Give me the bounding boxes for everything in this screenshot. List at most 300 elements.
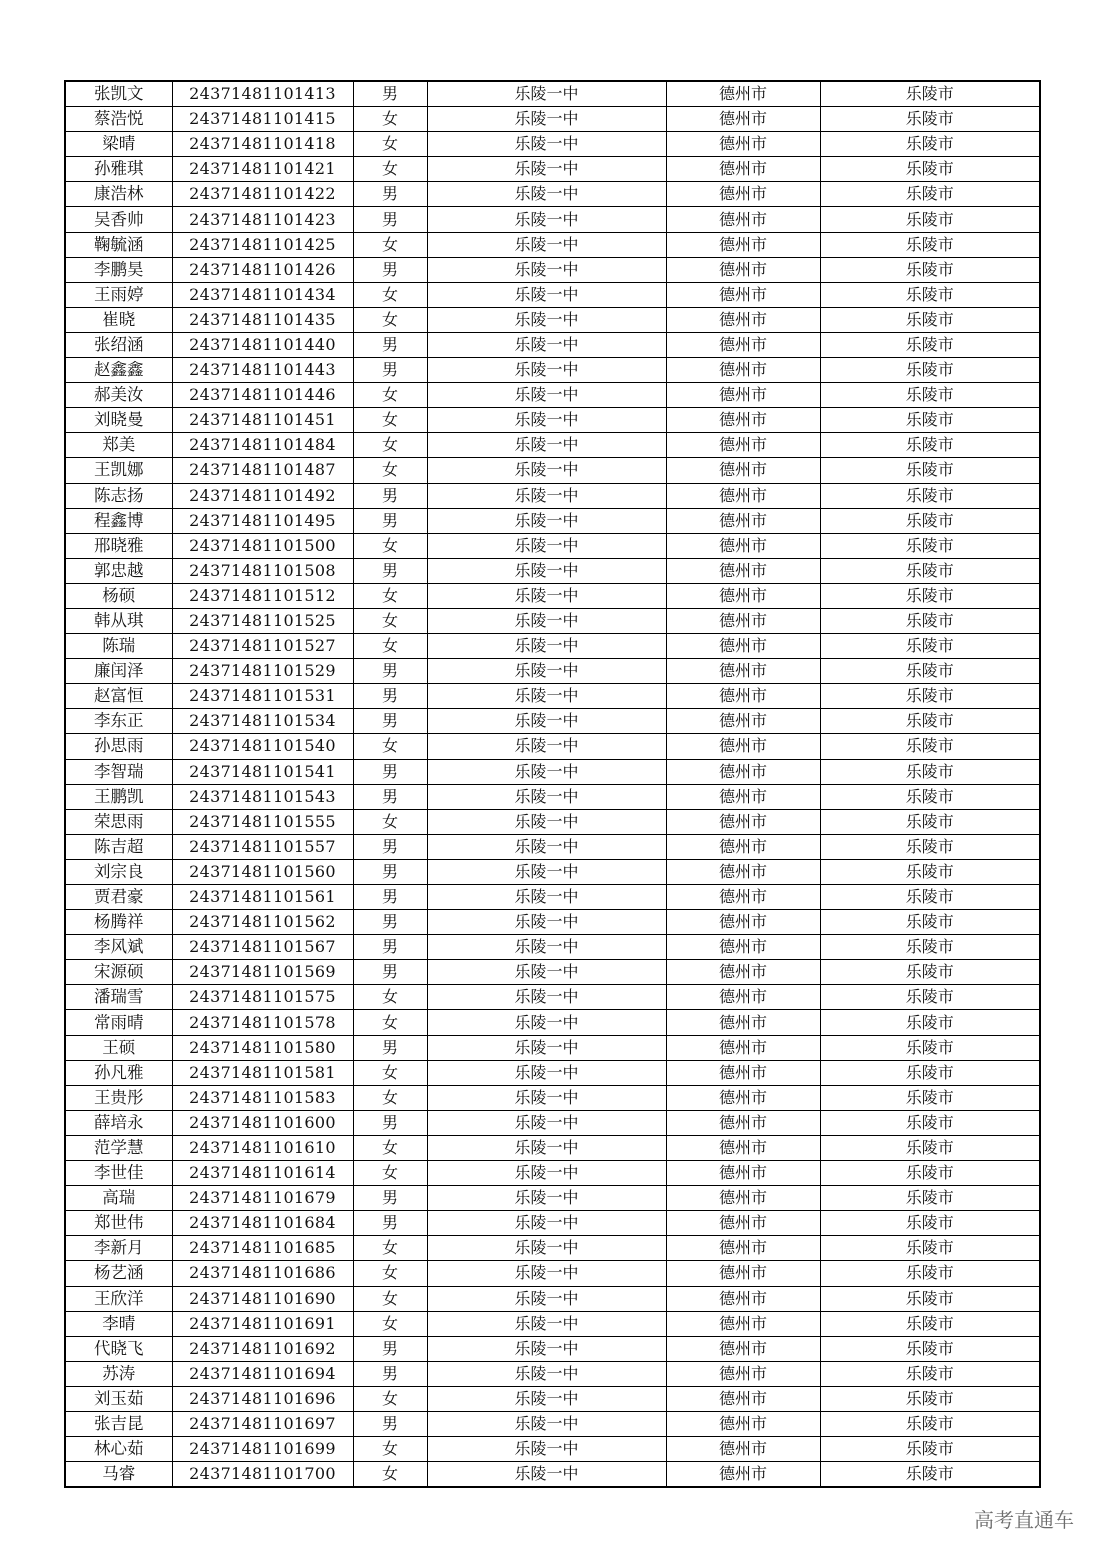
gender-cell: 女 <box>353 533 427 558</box>
name-cell: 张吉昆 <box>65 1411 172 1436</box>
table-row <box>65 859 1040 884</box>
city-cell: 德州市 <box>666 1236 820 1261</box>
id-cell: 24371481101529 <box>172 659 353 684</box>
city-cell: 德州市 <box>666 759 820 784</box>
school-cell: 乐陵一中 <box>427 684 666 709</box>
city-cell: 德州市 <box>666 1336 820 1361</box>
id-cell: 24371481101560 <box>172 859 353 884</box>
county-cell: 乐陵市 <box>820 81 1040 107</box>
id-cell: 24371481101569 <box>172 960 353 985</box>
county-cell: 乐陵市 <box>820 558 1040 583</box>
id-cell: 24371481101492 <box>172 483 353 508</box>
id-cell: 24371481101692 <box>172 1336 353 1361</box>
gender-cell: 女 <box>353 583 427 608</box>
school-cell: 乐陵一中 <box>427 960 666 985</box>
school-cell: 乐陵一中 <box>427 1135 666 1160</box>
table-row <box>65 608 1040 633</box>
county-cell: 乐陵市 <box>820 1186 1040 1211</box>
gender-cell: 女 <box>353 1085 427 1110</box>
city-cell: 德州市 <box>666 132 820 157</box>
school-cell: 乐陵一中 <box>427 1060 666 1085</box>
school-cell: 乐陵一中 <box>427 659 666 684</box>
name-cell: 郭忠越 <box>65 558 172 583</box>
city-cell: 德州市 <box>666 1386 820 1411</box>
city-cell: 德州市 <box>666 1060 820 1085</box>
name-cell: 常雨晴 <box>65 1010 172 1035</box>
name-cell: 郑美 <box>65 433 172 458</box>
school-cell: 乐陵一中 <box>427 1010 666 1035</box>
county-cell: 乐陵市 <box>820 182 1040 207</box>
school-cell: 乐陵一中 <box>427 634 666 659</box>
name-cell: 林心茹 <box>65 1437 172 1462</box>
name-cell: 杨腾祥 <box>65 910 172 935</box>
school-cell: 乐陵一中 <box>427 1411 666 1436</box>
gender-cell: 女 <box>353 383 427 408</box>
school-cell: 乐陵一中 <box>427 759 666 784</box>
city-cell: 德州市 <box>666 659 820 684</box>
city-cell: 德州市 <box>666 1311 820 1336</box>
county-cell: 乐陵市 <box>820 1010 1040 1035</box>
school-cell: 乐陵一中 <box>427 332 666 357</box>
name-cell: 贾君豪 <box>65 885 172 910</box>
city-cell: 德州市 <box>666 207 820 232</box>
name-cell: 王雨婷 <box>65 282 172 307</box>
name-cell: 王贵彤 <box>65 1085 172 1110</box>
table-row <box>65 834 1040 859</box>
county-cell: 乐陵市 <box>820 684 1040 709</box>
table-row <box>65 182 1040 207</box>
table-row <box>65 1462 1040 1488</box>
gender-cell: 男 <box>353 257 427 282</box>
gender-cell: 女 <box>353 132 427 157</box>
city-cell: 德州市 <box>666 1411 820 1436</box>
id-cell: 24371481101694 <box>172 1361 353 1386</box>
gender-cell: 男 <box>353 81 427 107</box>
table-row <box>65 307 1040 332</box>
name-cell: 李智瑞 <box>65 759 172 784</box>
table-row <box>65 558 1040 583</box>
id-cell: 24371481101527 <box>172 634 353 659</box>
school-cell: 乐陵一中 <box>427 1035 666 1060</box>
table-row <box>65 759 1040 784</box>
id-cell: 24371481101691 <box>172 1311 353 1336</box>
school-cell: 乐陵一中 <box>427 1386 666 1411</box>
school-cell: 乐陵一中 <box>427 458 666 483</box>
name-cell: 程鑫博 <box>65 508 172 533</box>
id-cell: 24371481101685 <box>172 1236 353 1261</box>
id-cell: 24371481101525 <box>172 608 353 633</box>
county-cell: 乐陵市 <box>820 1336 1040 1361</box>
city-cell: 德州市 <box>666 608 820 633</box>
table-row <box>65 1311 1040 1336</box>
city-cell: 德州市 <box>666 583 820 608</box>
city-cell: 德州市 <box>666 508 820 533</box>
table-row <box>65 107 1040 132</box>
roster-body <box>65 81 1040 1487</box>
table-row <box>65 1336 1040 1361</box>
gender-cell: 男 <box>353 1035 427 1060</box>
school-cell: 乐陵一中 <box>427 157 666 182</box>
table-row <box>65 232 1040 257</box>
name-cell: 陈吉超 <box>65 834 172 859</box>
table-row <box>65 885 1040 910</box>
city-cell: 德州市 <box>666 935 820 960</box>
id-cell: 24371481101422 <box>172 182 353 207</box>
county-cell: 乐陵市 <box>820 709 1040 734</box>
name-cell: 陈瑞 <box>65 634 172 659</box>
school-cell: 乐陵一中 <box>427 383 666 408</box>
city-cell: 德州市 <box>666 1085 820 1110</box>
city-cell: 德州市 <box>666 257 820 282</box>
school-cell: 乐陵一中 <box>427 734 666 759</box>
school-cell: 乐陵一中 <box>427 1211 666 1236</box>
gender-cell: 女 <box>353 433 427 458</box>
table-row <box>65 734 1040 759</box>
city-cell: 德州市 <box>666 910 820 935</box>
id-cell: 24371481101443 <box>172 358 353 383</box>
school-cell: 乐陵一中 <box>427 558 666 583</box>
gender-cell: 男 <box>353 1361 427 1386</box>
city-cell: 德州市 <box>666 1361 820 1386</box>
school-cell: 乐陵一中 <box>427 1110 666 1135</box>
id-cell: 24371481101425 <box>172 232 353 257</box>
county-cell: 乐陵市 <box>820 935 1040 960</box>
county-cell: 乐陵市 <box>820 1060 1040 1085</box>
county-cell: 乐陵市 <box>820 834 1040 859</box>
gender-cell: 男 <box>353 483 427 508</box>
name-cell: 潘瑞雪 <box>65 985 172 1010</box>
id-cell: 24371481101413 <box>172 81 353 107</box>
name-cell: 崔晓 <box>65 307 172 332</box>
city-cell: 德州市 <box>666 885 820 910</box>
gender-cell: 男 <box>353 1186 427 1211</box>
table-row <box>65 282 1040 307</box>
name-cell: 王硕 <box>65 1035 172 1060</box>
school-cell: 乐陵一中 <box>427 533 666 558</box>
id-cell: 24371481101487 <box>172 458 353 483</box>
table-row <box>65 1135 1040 1160</box>
county-cell: 乐陵市 <box>820 960 1040 985</box>
county-cell: 乐陵市 <box>820 583 1040 608</box>
school-cell: 乐陵一中 <box>427 985 666 1010</box>
id-cell: 24371481101543 <box>172 784 353 809</box>
county-cell: 乐陵市 <box>820 1135 1040 1160</box>
county-cell: 乐陵市 <box>820 533 1040 558</box>
school-cell: 乐陵一中 <box>427 1462 666 1488</box>
id-cell: 24371481101690 <box>172 1286 353 1311</box>
city-cell: 德州市 <box>666 107 820 132</box>
county-cell: 乐陵市 <box>820 232 1040 257</box>
school-cell: 乐陵一中 <box>427 433 666 458</box>
city-cell: 德州市 <box>666 458 820 483</box>
school-cell: 乐陵一中 <box>427 709 666 734</box>
city-cell: 德州市 <box>666 282 820 307</box>
name-cell: 王凯娜 <box>65 458 172 483</box>
table-row <box>65 659 1040 684</box>
gender-cell: 女 <box>353 1261 427 1286</box>
school-cell: 乐陵一中 <box>427 483 666 508</box>
gender-cell: 女 <box>353 1311 427 1336</box>
city-cell: 德州市 <box>666 383 820 408</box>
name-cell: 陈志扬 <box>65 483 172 508</box>
city-cell: 德州市 <box>666 709 820 734</box>
name-cell: 薛培永 <box>65 1110 172 1135</box>
county-cell: 乐陵市 <box>820 859 1040 884</box>
table-row <box>65 634 1040 659</box>
county-cell: 乐陵市 <box>820 1261 1040 1286</box>
gender-cell: 女 <box>353 1135 427 1160</box>
gender-cell: 女 <box>353 307 427 332</box>
city-cell: 德州市 <box>666 1211 820 1236</box>
gender-cell: 女 <box>353 408 427 433</box>
school-cell: 乐陵一中 <box>427 1236 666 1261</box>
id-cell: 24371481101562 <box>172 910 353 935</box>
county-cell: 乐陵市 <box>820 809 1040 834</box>
school-cell: 乐陵一中 <box>427 207 666 232</box>
school-cell: 乐陵一中 <box>427 608 666 633</box>
county-cell: 乐陵市 <box>820 383 1040 408</box>
table-row <box>65 1085 1040 1110</box>
city-cell: 德州市 <box>666 1110 820 1135</box>
gender-cell: 女 <box>353 1386 427 1411</box>
table-row <box>65 985 1040 1010</box>
gender-cell: 男 <box>353 207 427 232</box>
gender-cell: 男 <box>353 182 427 207</box>
city-cell: 德州市 <box>666 433 820 458</box>
table-row <box>65 81 1040 107</box>
gender-cell: 女 <box>353 1236 427 1261</box>
id-cell: 24371481101567 <box>172 935 353 960</box>
city-cell: 德州市 <box>666 1186 820 1211</box>
city-cell: 德州市 <box>666 232 820 257</box>
school-cell: 乐陵一中 <box>427 232 666 257</box>
county-cell: 乐陵市 <box>820 608 1040 633</box>
gender-cell: 男 <box>353 332 427 357</box>
id-cell: 24371481101581 <box>172 1060 353 1085</box>
city-cell: 德州市 <box>666 1462 820 1488</box>
id-cell: 24371481101600 <box>172 1110 353 1135</box>
county-cell: 乐陵市 <box>820 257 1040 282</box>
name-cell: 吴香帅 <box>65 207 172 232</box>
gender-cell: 男 <box>353 684 427 709</box>
table-row <box>65 207 1040 232</box>
id-cell: 24371481101435 <box>172 307 353 332</box>
name-cell: 赵富恒 <box>65 684 172 709</box>
id-cell: 24371481101440 <box>172 332 353 357</box>
school-cell: 乐陵一中 <box>427 1161 666 1186</box>
county-cell: 乐陵市 <box>820 659 1040 684</box>
city-cell: 德州市 <box>666 558 820 583</box>
city-cell: 德州市 <box>666 332 820 357</box>
id-cell: 24371481101415 <box>172 107 353 132</box>
school-cell: 乐陵一中 <box>427 107 666 132</box>
city-cell: 德州市 <box>666 859 820 884</box>
city-cell: 德州市 <box>666 1286 820 1311</box>
gender-cell: 女 <box>353 1286 427 1311</box>
county-cell: 乐陵市 <box>820 759 1040 784</box>
table-row <box>65 960 1040 985</box>
school-cell: 乐陵一中 <box>427 583 666 608</box>
id-cell: 24371481101500 <box>172 533 353 558</box>
name-cell: 杨艺涵 <box>65 1261 172 1286</box>
gender-cell: 女 <box>353 1010 427 1035</box>
table-row <box>65 533 1040 558</box>
table-row <box>65 1386 1040 1411</box>
school-cell: 乐陵一中 <box>427 834 666 859</box>
gender-cell: 女 <box>353 282 427 307</box>
school-cell: 乐陵一中 <box>427 1261 666 1286</box>
name-cell: 郑世伟 <box>65 1211 172 1236</box>
school-cell: 乐陵一中 <box>427 282 666 307</box>
city-cell: 德州市 <box>666 1010 820 1035</box>
id-cell: 24371481101679 <box>172 1186 353 1211</box>
name-cell: 孙凡雅 <box>65 1060 172 1085</box>
school-cell: 乐陵一中 <box>427 307 666 332</box>
school-cell: 乐陵一中 <box>427 809 666 834</box>
name-cell: 宋源硕 <box>65 960 172 985</box>
county-cell: 乐陵市 <box>820 1386 1040 1411</box>
county-cell: 乐陵市 <box>820 910 1040 935</box>
table-row <box>65 1060 1040 1085</box>
table-row <box>65 1110 1040 1135</box>
city-cell: 德州市 <box>666 307 820 332</box>
id-cell: 24371481101555 <box>172 809 353 834</box>
name-cell: 刘玉茹 <box>65 1386 172 1411</box>
school-cell: 乐陵一中 <box>427 1437 666 1462</box>
name-cell: 苏涛 <box>65 1361 172 1386</box>
county-cell: 乐陵市 <box>820 985 1040 1010</box>
name-cell: 蔡浩悦 <box>65 107 172 132</box>
county-cell: 乐陵市 <box>820 1361 1040 1386</box>
table-row <box>65 257 1040 282</box>
city-cell: 德州市 <box>666 1161 820 1186</box>
city-cell: 德州市 <box>666 985 820 1010</box>
county-cell: 乐陵市 <box>820 408 1040 433</box>
county-cell: 乐陵市 <box>820 358 1040 383</box>
id-cell: 24371481101575 <box>172 985 353 1010</box>
table-row <box>65 1411 1040 1436</box>
table-row <box>65 508 1040 533</box>
id-cell: 24371481101534 <box>172 709 353 734</box>
county-cell: 乐陵市 <box>820 307 1040 332</box>
gender-cell: 女 <box>353 157 427 182</box>
table-row <box>65 910 1040 935</box>
name-cell: 张凯文 <box>65 81 172 107</box>
school-cell: 乐陵一中 <box>427 508 666 533</box>
table-row <box>65 383 1040 408</box>
county-cell: 乐陵市 <box>820 1035 1040 1060</box>
name-cell: 代晓飞 <box>65 1336 172 1361</box>
id-cell: 24371481101451 <box>172 408 353 433</box>
county-cell: 乐陵市 <box>820 458 1040 483</box>
table-row <box>65 684 1040 709</box>
table-row <box>65 157 1040 182</box>
name-cell: 李东正 <box>65 709 172 734</box>
name-cell: 荣思雨 <box>65 809 172 834</box>
city-cell: 德州市 <box>666 157 820 182</box>
name-cell: 刘宗良 <box>65 859 172 884</box>
gender-cell: 男 <box>353 358 427 383</box>
name-cell: 孙雅琪 <box>65 157 172 182</box>
city-cell: 德州市 <box>666 483 820 508</box>
gender-cell: 女 <box>353 1060 427 1085</box>
table-row <box>65 1437 1040 1462</box>
table-row <box>65 784 1040 809</box>
school-cell: 乐陵一中 <box>427 859 666 884</box>
id-cell: 24371481101484 <box>172 433 353 458</box>
school-cell: 乐陵一中 <box>427 910 666 935</box>
gender-cell: 男 <box>353 558 427 583</box>
city-cell: 德州市 <box>666 684 820 709</box>
gender-cell: 男 <box>353 885 427 910</box>
table-row <box>65 483 1040 508</box>
county-cell: 乐陵市 <box>820 885 1040 910</box>
name-cell: 韩从琪 <box>65 608 172 633</box>
county-cell: 乐陵市 <box>820 508 1040 533</box>
name-cell: 李世佳 <box>65 1161 172 1186</box>
gender-cell: 男 <box>353 1211 427 1236</box>
name-cell: 李新月 <box>65 1236 172 1261</box>
name-cell: 孙思雨 <box>65 734 172 759</box>
gender-cell: 男 <box>353 659 427 684</box>
school-cell: 乐陵一中 <box>427 885 666 910</box>
gender-cell: 男 <box>353 834 427 859</box>
table-row <box>65 433 1040 458</box>
id-cell: 24371481101426 <box>172 257 353 282</box>
city-cell: 德州市 <box>666 834 820 859</box>
table-row <box>65 132 1040 157</box>
county-cell: 乐陵市 <box>820 1286 1040 1311</box>
county-cell: 乐陵市 <box>820 1236 1040 1261</box>
id-cell: 24371481101583 <box>172 1085 353 1110</box>
name-cell: 邢晓雅 <box>65 533 172 558</box>
gender-cell: 女 <box>353 734 427 759</box>
name-cell: 王鹏凯 <box>65 784 172 809</box>
id-cell: 24371481101508 <box>172 558 353 583</box>
county-cell: 乐陵市 <box>820 282 1040 307</box>
school-cell: 乐陵一中 <box>427 1085 666 1110</box>
watermark-logo: 高考直通车 <box>974 1508 1074 1532</box>
id-cell: 24371481101696 <box>172 1386 353 1411</box>
table-row <box>65 1186 1040 1211</box>
name-cell: 马睿 <box>65 1462 172 1488</box>
id-cell: 24371481101684 <box>172 1211 353 1236</box>
county-cell: 乐陵市 <box>820 132 1040 157</box>
id-cell: 24371481101614 <box>172 1161 353 1186</box>
id-cell: 24371481101610 <box>172 1135 353 1160</box>
table-row <box>65 332 1040 357</box>
gender-cell: 男 <box>353 1336 427 1361</box>
county-cell: 乐陵市 <box>820 1462 1040 1488</box>
city-cell: 德州市 <box>666 81 820 107</box>
name-cell: 赵鑫鑫 <box>65 358 172 383</box>
id-cell: 24371481101512 <box>172 583 353 608</box>
id-cell: 24371481101557 <box>172 834 353 859</box>
school-cell: 乐陵一中 <box>427 1336 666 1361</box>
school-cell: 乐陵一中 <box>427 1311 666 1336</box>
id-cell: 24371481101495 <box>172 508 353 533</box>
name-cell: 王欣洋 <box>65 1286 172 1311</box>
table-row <box>65 1211 1040 1236</box>
county-cell: 乐陵市 <box>820 1411 1040 1436</box>
city-cell: 德州市 <box>666 533 820 558</box>
id-cell: 24371481101699 <box>172 1437 353 1462</box>
id-cell: 24371481101421 <box>172 157 353 182</box>
gender-cell: 女 <box>353 809 427 834</box>
table-row <box>65 408 1040 433</box>
gender-cell: 男 <box>353 508 427 533</box>
county-cell: 乐陵市 <box>820 1437 1040 1462</box>
